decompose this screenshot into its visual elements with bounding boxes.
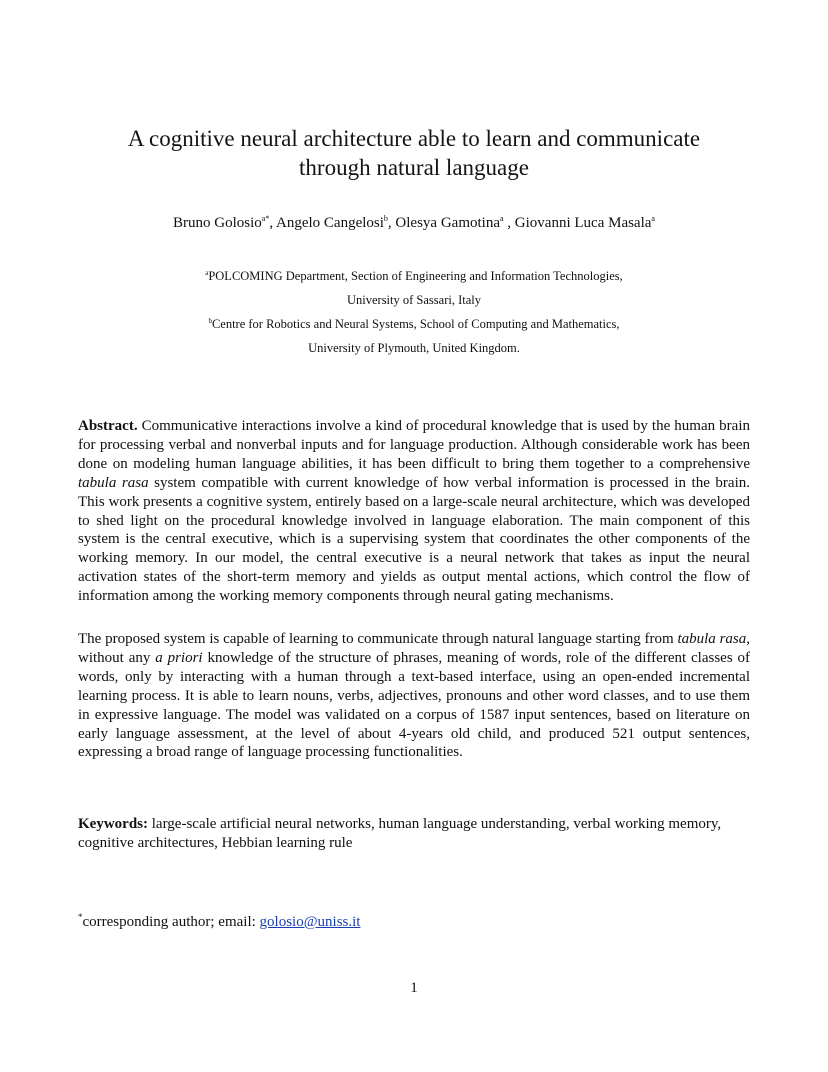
abstract-paragraph-2: The proposed system is capable of learning to communicate through natural language starting from tabula rasa, without any a priori knowledge of the structure of phrases, meaning of words, role of the different classes of words, only by interacting with a human through a text-based interface, using an open-ended incremental learning process. It is able to learn nouns, verbs, adjectives, pronouns and other word classes, and to use them in expressive language. The model was validated on a corpus of 1587 input sentences, based on literature on early language assessment, at the level of about 4-years old child, and produced 521 output sentences, expressing a broad range of language processing functionalities. [78,631,751,761]
author-list: Bruno Golosio$^{a*}$, Angelo Cangelosi$^b$, Olesya Gamotina$^a$ , Giovanni Luca Masala$^a$ [173,214,655,231]
author-name: Angelo Cangelosi [276,215,384,231]
abstract-paragraph-1: Abstract. Communicative interactions involve a kind of procedural knowledge that is used by the human brain for processing verbal and nonverbal inputs and for language production. Although considerable work has been done on modeling human language abilities, it has been difficult to bring them together to a comprehensive tabula rasa system compatible with current knowledge of how verbal information is processed in the brain. This work presents a cognitive system, entirely based on a large-scale neural architecture, which was developed to shed light on the procedural knowledge involved in language elaboration. The main component of this system is the central executive, which is a supervising system that coordinates the other components of the working memory. In our model, the central executive is a neural network that takes as input the neural activation states of the short-term memory and yields as output mental actions, which control the flow of information among the working memory components through neural gating mechanisms. [78,418,750,605]
affiliation-b-line-2: University of Plymouth, United Kingdom. [308,341,520,355]
keywords-paragraph: Keywords: large-scale artificial neural networks, human language understanding, verbal working memory, cognitive architectures, Hebbian learning rule [78,816,722,851]
author-affil-mark: a [499,214,504,223]
author-affil-mark: b [383,214,388,223]
footnote: *corresponding author; email: golosio@uniss.it [78,912,361,930]
affiliation-a-line-1: $^a$POLCOMING Department, Section of Engineering and Information Technologies, [205,268,623,283]
title-line-2: through natural language [299,155,529,180]
author-affil-mark: a* [261,214,270,223]
page-number: 1 [410,980,418,996]
author-affil-mark: a [651,214,655,223]
footnote-mark: * [78,912,83,922]
keywords-label: Keywords: [78,816,148,832]
affiliation-a-line-2: University of Sassari, Italy [346,293,481,307]
author-name: Bruno Golosio [173,215,262,231]
paper-title [60,124,768,182]
author-name: Olesya Gamotina [395,215,500,231]
email-link[interactable]: golosio@uniss.it [259,914,361,930]
affil-mark: b [208,316,212,325]
author-name: Giovanni Luca Masala [514,215,652,231]
title-line-1: A cognitive neural architecture able to learn and communicate [127,126,701,151]
abstract-label: Abstract. [78,418,138,434]
affil-mark: a [205,268,209,277]
affiliation-b-line-1: $^b$Centre for Robotics and Neural Systems, School of Computing and Mathematics, [208,316,620,331]
